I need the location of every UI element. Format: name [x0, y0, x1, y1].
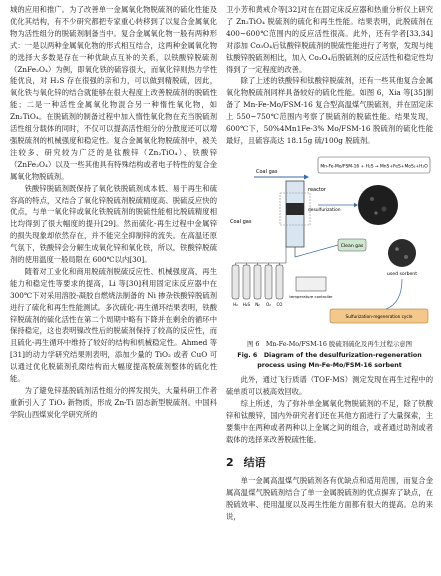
figure-6 [226, 153, 433, 338]
reaction-equation: Mn-Fe-Mo/FSM-16 + H₂S → MnS+FeS+MoS₂+H₂O [320, 164, 428, 170]
figure-caption-en-line1: Diagram of the desulfurization-regeneration [263, 352, 422, 360]
temperature-controller-label: temperature controller [289, 293, 333, 299]
paragraph-zn-ti: 为了避免锌基脱硫剂活性组分的挥发损失，大量科研工作者重新引入了 TiO₂ 新物质，形成 Zn-Ti 固态新型脱硫剂。中国科学院山西煤炭化学研究所的 [10, 386, 217, 419]
cycle-label: Sulfurization-regeneration cycle [345, 313, 413, 319]
paragraph-mn-fe-mo: 除了上述的铁酸锌和钛酸锌脱硫剂，还有一些其他复合金属氧化物脱硫剂同样具备较好的硫化性能。如图 6，Xia 等[35]制备了 Mn-Fe-Mo/FSM-16 复合型高温煤气脱硫剂，并在固定床上 550~750℃范围内考察了脱硫剂的脱硫性能。结果发现，600℃下，50%4Mn1Fe-3% Mo/FSM-16 脱硫剂的硫化性能最好，且硫容高达 18.15g 硫/100g 脱硫剂。 [226, 76, 433, 145]
gas-bottles [232, 265, 283, 307]
reactor-label: reactor [308, 186, 326, 193]
used-sorbent-label: used sorbent [386, 271, 418, 277]
sorbent-bed [286, 203, 304, 215]
gas-bottle [265, 265, 272, 299]
coal-gas-top-label: Coal gas [256, 168, 278, 175]
paragraph-zn2tio4: 卫小芳和黄戒介等[32]对在在固定床反应器和热重分析仪上研究了 Zn₂TiO₄ 脱硫剂的硫化和再生性能。结果表明，此脱硫剂在 400~600℃范围内的反应活性很高。此外，还有学者[33,34]对添加 Co₃O₄后钛酸锌脱硫剂的脱硫性能进行了考察，发现与纯钛酸锌脱硫剂相比，加入 Co₃O₄后脱硫剂的反应活性和稳定性均得到了一定程度的改善。 [226, 5, 433, 74]
coal-gas-left-label: Coal gas [230, 218, 252, 225]
fresh-sorbent-image [358, 185, 398, 225]
paragraph-conclusion: 单一金属高温煤气脱硫剂各有优缺点和适用范围，而复合金属高温煤气脱硫剂结合了单一金属脱硫剂的优点摒弃了缺点，在脱硫效率、使用温度以及再生性能方面都有很大的提高。总的来说， [226, 475, 433, 521]
gas-bottle [232, 265, 239, 299]
paragraph-summary: 综上所述，为了弥补单金属氧化物脱硫剂的不足，除了铁酸锌和钛酸锌，国内外研究者们还在其他方面进行了大量探索，主要集中在两种或者两种以上金属之间的组合，或者通过助剂或者载体的选择来改善脱硫性能。 [226, 399, 433, 444]
bottle-label: H₂S [242, 301, 251, 307]
bottle-label: N₂ [255, 301, 260, 307]
paragraph-composite-oxides: 城的应用和推广。为了改善单一金属氧化物脱硫剂的硫化性能及优化其结构，有不少研究都把专家重心转移到了以复合金属氧化物为活性组分的脱硫剂制备当中。复合金属氧化物一般有两种形式：一是以两种金属氧化物的形式相互结合，这两种金属氧化物的选择大多数是存在一种优缺点互补的关系，以铁酸锌脱硫剂（ZnFe₂O₄）为例，即氧化铁的硫容很大，而氧化锌则热力学性能优良，对 H₂S 存在很强的亲和力，可以做到精脱硫，因此，氧化铁与氧化锌的结合就能够在很大程度上改善脱硫剂的脱硫性能；二是一种活性金属氧化物混合另一种惰性氧化物，如 Zn₂TiO₄。在脱硫剂的制备过程中加入惰性氧化物在充当脱硫剂活性组分载体的同时，不仅可以提高活性组分的分散度还可以增强脱硫剂的机械强度和稳定性。复合金属氧化物脱硫剂中，被关注较多、研究较为广泛的是钛酸锌（Zn₂TiO₄）、铁酸锌（ZnFe₂O₄）以及一些其他具有特殊结构或者电子特性的复合金属氧化物脱硫剂。 [10, 5, 217, 181]
left-column [10, 4, 217, 421]
arrow-top [304, 174, 309, 179]
figure-caption-en-line2: process using Mn-Fe-Mo/FSM-16 sorbent [257, 361, 402, 369]
figure-caption-cn: 图 6 Mn-Fe-Mo/FSM-16 脱硫剂硫化及再生过程示意图 [246, 339, 413, 348]
gas-bottle [276, 265, 283, 299]
desulfurization-label: desulfurization [308, 207, 341, 213]
bottle-label: O₂ [266, 301, 271, 307]
figure-number-en: Fig. 6 [237, 352, 258, 360]
bottle-label: H₂ [233, 301, 238, 307]
temperature-controller [296, 277, 326, 291]
used-sorbent-image [388, 239, 416, 267]
gas-bottle [243, 265, 250, 299]
bottle-label: CO [276, 301, 283, 307]
paragraph-tof-ms: 此外，通过飞行质谱（TOF-MS）测定发现在再生过程中的硫单质可以被高效回收。 [226, 375, 433, 397]
desulfurization-diagram [226, 153, 433, 338]
clean-gas-label: Clean gas [340, 243, 364, 249]
right-column [226, 4, 433, 522]
figure-caption-en [226, 351, 433, 370]
paragraph-ni-doping: 随着对工业化和商用脱硫剂脱硫反应性、机械强度高，再生能力和稳定性等要求的提高，Li 等[30]利用固定床反应器中在 300℃下对采用溶胶-凝胶自燃烧法制备的 Ni 掺杂铁酸锌脱硫剂进行了硫化和再生性能测试。多次硫化-再生循环结果表明，铁酸锌脱硫剂的硫化活性在第二个周期中略有下降并在剩余的循环中保持稳定，这也表明镍改性后的脱硫剂保持了较高的反应性，而且硫化-再生循环中维持了较好的结构和机械稳定性。Ahmed 等[31]的动力学研究结果则表明，添加少量的 TiO₂ 或者 CuO 可以通过优化脱硫剂孔隙结构而大幅度提高脱硫剂整体的硫化性能。 [10, 266, 217, 384]
section-number: 2 [226, 455, 234, 469]
gas-bottle [254, 265, 261, 299]
section-heading [226, 454, 433, 470]
paragraph-zinc-ferrite: 铁酸锌脱硫剂既保持了氧化铁脱硫剂成本低、易于再生和硫容高的特点，又结合了氧化锌脱硫剂脱硫精度高、脱硫反应快的优点，与单一氧化锌或氧化铁脱硫剂的脱硫性能相比脱硫精度相比均得到了很大幅度的提升[29]。然而硫化-再生过程中金属锌的损失现象却依然存在，并不能完全抑制锌的流失。在高温还原气氛下，铁酸锌会分解生成氧化锌和氧化铁，所以，铁酸锌脱硫剂的使用温度一般局限在 600℃以内[30]。 [10, 183, 217, 265]
section-title: 结语 [243, 455, 266, 469]
